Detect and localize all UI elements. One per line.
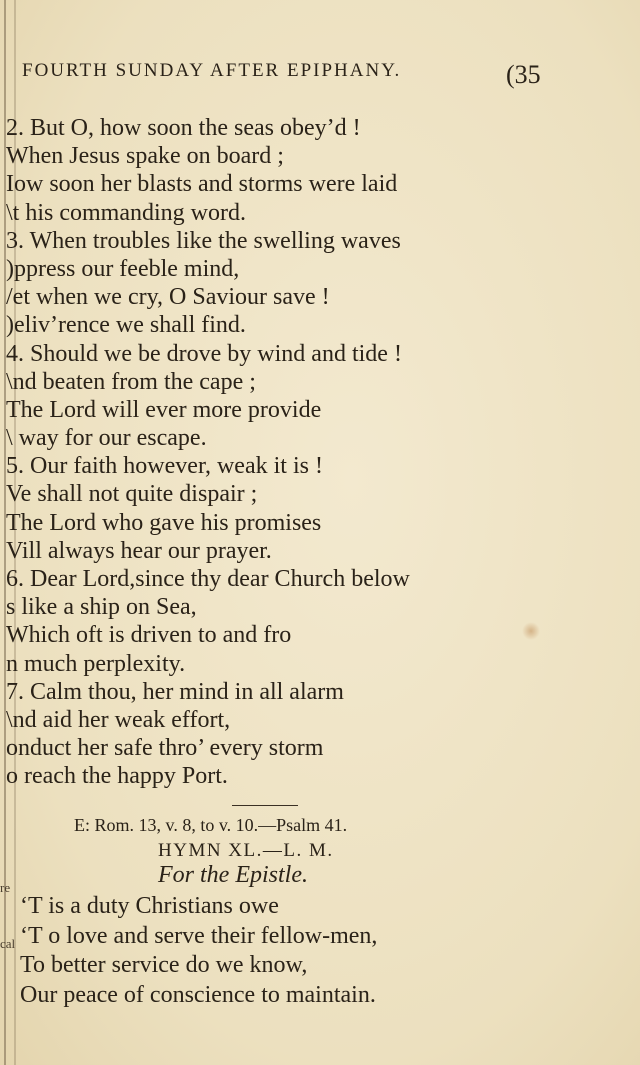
verse-line: The Lord who gave his promises (6, 509, 322, 536)
verse-line: Vill always hear our prayer. (6, 537, 272, 564)
scripture-reference: E: Rom. 13, v. 8, to v. 10.—Psalm 41. (74, 815, 348, 835)
verse-line: Which oft is driven to and fro (6, 622, 292, 649)
verse-line: onduct her safe thro’ every storm (6, 735, 324, 762)
verse-line: o reach the happy Port. (6, 763, 228, 790)
hymn-line: To better service do we know, (20, 952, 308, 978)
verse-line: 7. Calm thou, her mind in all alarm (6, 678, 344, 705)
verse-line: Iow soon her blasts and storms were laid (6, 171, 398, 198)
verse-line: When Jesus spake on board ; (6, 143, 284, 170)
verse-line: 6. Dear Lord,since thy dear Church below (6, 566, 410, 592)
hymn-title: HYMN XL.—L. M. (158, 840, 334, 861)
verse-line: \t his commanding word. (6, 199, 246, 226)
margin-mark: re (0, 880, 11, 895)
verse-line: 3. When troubles like the swelling waves (6, 227, 401, 254)
margin-marks (0, 880, 15, 992)
verse-line: \ way for our escape. (6, 425, 207, 452)
section-divider (232, 805, 298, 806)
hymn-verses (6, 114, 566, 791)
verse-line: 2. But O, how soon the seas obey’d ! (6, 115, 361, 141)
verse-line: /et when we cry, O Saviour save ! (6, 284, 330, 311)
paper-stain (522, 622, 540, 640)
verse-line: 4. Should we be drove by wind and tide ! (6, 340, 402, 367)
hymn-line: ‘T is a duty Christians owe (20, 893, 279, 919)
verse-line: The Lord will ever more provide (6, 396, 322, 423)
verse-line: )ppress our feeble mind, (6, 255, 240, 282)
verse-line: \nd beaten from the cape ; (6, 368, 256, 395)
verse-line: Ve shall not quite dispair ; (6, 481, 258, 508)
margin-mark: cal (0, 936, 16, 951)
verse-line: s like a ship on Sea, (6, 594, 197, 621)
verse-line: )eliv’rence we shall find. (6, 312, 246, 339)
hymn-line: ‘T o love and serve their fellow-men, (20, 922, 378, 949)
hymn-lines (20, 892, 540, 1010)
page-number: (35 (506, 60, 541, 89)
hymn-line: Our peace of conscience to maintain. (20, 981, 376, 1008)
hymn-subtitle: For the Epistle. (158, 862, 308, 888)
running-header-title: FOURTH SUNDAY AFTER EPIPHANY. (22, 60, 402, 81)
verse-line: n much perplexity. (6, 650, 186, 677)
verse-line: 5. Our faith however, weak it is ! (6, 453, 323, 480)
running-header (22, 60, 622, 90)
verse-line: \nd aid her weak effort, (6, 706, 231, 733)
